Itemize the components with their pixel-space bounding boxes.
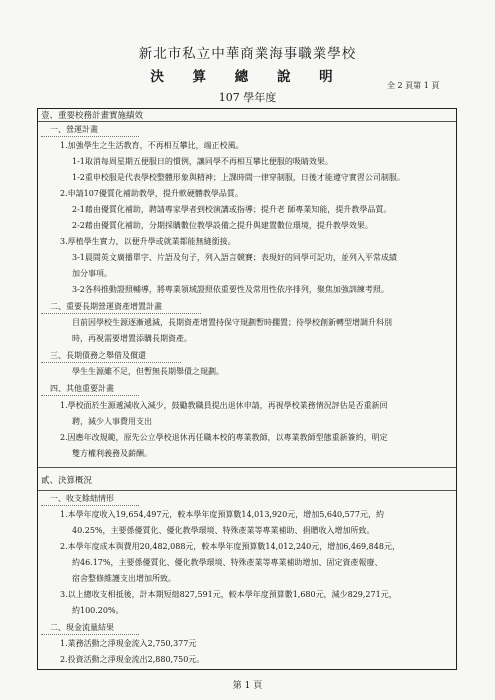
paragraph: 學生生源雖不足，但暫無長期舉債之規劃。 [72,367,224,376]
subsection-heading: 二、現金流量結果 [50,623,114,632]
subsection-rule [41,313,201,314]
list-item: 3.以上總收支相抵後，計本期短絀827,591元，較本學年度預算數1,680元，減少829,271元， [60,590,397,599]
section-divider [38,467,456,468]
subsection-heading: 一、營運計畫 [50,125,98,134]
page-number: 第 1 頁 [232,681,263,691]
list-item: 1.加強學生之生活教育，不再相互攀比，端正校風。 [60,141,244,150]
subsection-heading: 一、收支餘絀情形 [50,494,114,503]
subsection-heading: 三、長期債務之舉借及償還 [50,351,146,360]
section-heading: 貳、決算概況 [41,476,93,486]
list-item: 加分事項。 [72,269,112,278]
list-item: 2.申請107優質化補助教學，提升軟硬體教學品質。 [60,189,243,198]
subsection-heading: 四、其他重要計畫 [50,384,114,393]
subsection-heading: 二、重要長期營運資產增置計畫 [50,302,162,311]
page-info: 全 2 頁第 1 頁 [387,81,440,90]
subsection-rule [41,505,139,506]
list-item: 約100.20%。 [72,606,124,615]
top-rule [38,121,456,122]
list-item: 1-2重申校服是代表學校整體形象與精神；上課時間一律穿制服，日後才能遵守實習公司制服。 [72,173,405,182]
list-item: 2.投資活動之淨現金流出2,880,750元。 [60,655,205,664]
paragraph: 目前因學校生源逐漸遞減，長期資產增置持保守規劃暫時擱置；待學校創新轉型增調升科別 [72,318,392,327]
list-item: 2-1藉由優質化補助，聘請專家學者到校演講或指導；提升老 師專業知能，提升教學品質。 [72,205,392,214]
list-item: 宿舍整修維護支出增加所致。 [72,574,176,583]
subsection-rule [41,136,139,137]
list-item: 2.本學年度成本與費用20,482,088元，較本學年度預算數14,012,240元，增加6,469,848元， [60,542,400,551]
list-item: 1-1取消每周星期五便服日的慣例，讓同學不再相互攀比便服的吸睛效果。 [72,157,333,166]
list-item: 3.厚植學生實力，以便升學或就業都能無縫銜接。 [60,237,236,246]
list-item: 雙方權利義務及薪酬。 [72,449,152,458]
list-item: 1.學校面於生源遞減收入減少，鼓勵教職員提出退休申請，再視學校業務情況評估是否重新回 [60,401,388,410]
list-item: 1.本學年度收入19,654,497元，較本學年度預算數14,013,920元，增加5,640,577元，約 [60,510,384,519]
list-item: 聘，減少人事費用支出 [72,417,152,426]
document-title: 決 算 總 說 明 [150,69,345,85]
list-item: 1.業務活動之淨現金流入2,750,377元 [60,639,197,648]
list-item: 3-1晨間英文廣播單字、片語及句子，列入語言競賽；表現好的同學可記功，並列入平常成績 [72,253,397,262]
section-heading: 壹、重要校務計畫實施績效 [41,111,144,121]
paragraph: 時，再視需要增置添購長期資產。 [72,334,192,343]
list-item: 2-2藉由優質化補助，分期採購數位教學設備之提升與建置數位環境，提升教學效果。 [72,221,373,230]
list-item: 2.因應年改規範，原先公立學校退休再任職本校的專業教師，以專業教師型態重新簽約，明定 [60,433,388,442]
school-name: 新北市私立中華商業海事職業學校 [138,46,357,62]
subsection-rule [41,634,139,635]
section-rule [38,490,456,491]
list-item: 40.25%，主要係優質化、優化教學環境、特殊產業等專業補助、捐贈收入增加所致。 [72,526,375,535]
list-item: 約46.17%，主要係優質化、優化教學環境、特殊產業等專業補助增加、固定資產報廢、 [72,558,383,567]
list-item: 3-2各科推動證照輔導，將專業領域證照依重要性及常用性依序排列，聚焦加強訓練考照。 [72,285,389,294]
subsection-rule [41,395,139,396]
subsection-rule [41,362,181,363]
report-body [37,108,457,670]
fiscal-year: 107 學年度 [218,91,277,104]
